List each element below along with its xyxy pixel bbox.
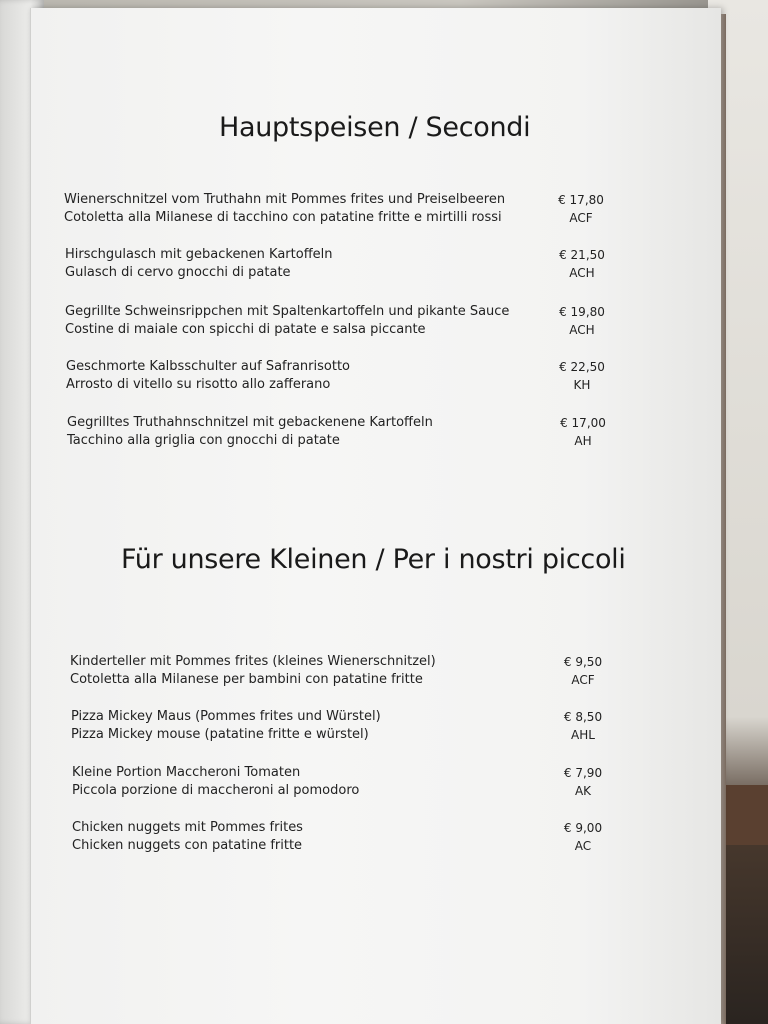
item-name-it: Chicken nuggets con patatine fritte — [72, 838, 303, 853]
item-name-it: Pizza Mickey mouse (patatine fritte e würstel) — [71, 727, 369, 742]
item-name-de: Geschmorte Kalbsschulter auf Safranrisotto — [66, 359, 350, 374]
item-name-it: Gulasch di cervo gnocchi di patate — [65, 265, 291, 280]
menu-item — [31, 358, 721, 398]
item-price: € 9,00 — [563, 821, 603, 835]
menu-item — [31, 191, 721, 231]
item-price: € 22,50 — [559, 360, 605, 374]
menu-item — [31, 246, 721, 286]
item-allergens: AK — [574, 784, 592, 798]
menu-item — [31, 653, 721, 693]
menu-item — [31, 303, 721, 343]
item-price: € 21,50 — [559, 248, 605, 262]
item-name-de: Gegrillte Schweinsrippchen mit Spaltenkartoffeln und pikante Sauce — [65, 304, 510, 319]
item-allergens: KH — [573, 378, 591, 392]
item-allergens: ACH — [569, 266, 595, 280]
item-allergens: ACH — [569, 323, 595, 337]
item-price: € 19,80 — [559, 305, 605, 319]
item-name-it: Arrosto di vitello su risotto allo zafferano — [66, 377, 331, 392]
item-price: € 8,50 — [563, 710, 603, 724]
item-name-de: Pizza Mickey Maus (Pommes frites und Würstel) — [71, 709, 381, 724]
item-allergens: ACF — [571, 673, 595, 687]
item-allergens: ACF — [569, 211, 593, 225]
section-title-kids: Für unsere Kleinen / Per i nostri piccoli — [121, 544, 626, 575]
item-name-de: Hirschgulasch mit gebackenen Kartoffeln — [65, 247, 333, 262]
item-name-it: Cotoletta alla Milanese di tacchino con patatine fritte e mirtilli rossi — [64, 210, 502, 225]
item-allergens: AHL — [571, 728, 595, 742]
menu-item — [31, 414, 721, 454]
menu-item — [31, 708, 721, 748]
item-price: € 9,50 — [563, 655, 603, 669]
item-name-it: Cotoletta alla Milanese per bambini con patatine fritte — [70, 672, 423, 687]
item-name-de: Chicken nuggets mit Pommes frites — [72, 820, 303, 835]
item-allergens: AC — [574, 839, 592, 853]
item-name-it: Costine di maiale con spicchi di patate e salsa piccante — [65, 322, 426, 337]
item-price: € 17,80 — [558, 193, 604, 207]
item-price: € 7,90 — [563, 766, 603, 780]
item-name-it: Tacchino alla griglia con gnocchi di patate — [67, 433, 340, 448]
item-name-de: Kleine Portion Maccheroni Tomaten — [72, 765, 301, 780]
menu-page — [30, 8, 721, 1024]
item-name-de: Gegrilltes Truthahnschnitzel mit gebackenene Kartoffeln — [67, 415, 433, 430]
item-allergens: AH — [574, 434, 592, 448]
item-name-it: Piccola porzione di maccheroni al pomodoro — [72, 783, 360, 798]
item-price: € 17,00 — [560, 416, 606, 430]
item-name-de: Kinderteller mit Pommes frites (kleines Wienerschnitzel) — [70, 654, 436, 669]
menu-item — [31, 819, 721, 859]
menu-item — [31, 764, 721, 804]
section-title-main-courses: Hauptspeisen / Secondi — [219, 112, 531, 143]
item-name-de: Wienerschnitzel vom Truthahn mit Pommes frites und Preiselbeeren — [64, 192, 506, 207]
